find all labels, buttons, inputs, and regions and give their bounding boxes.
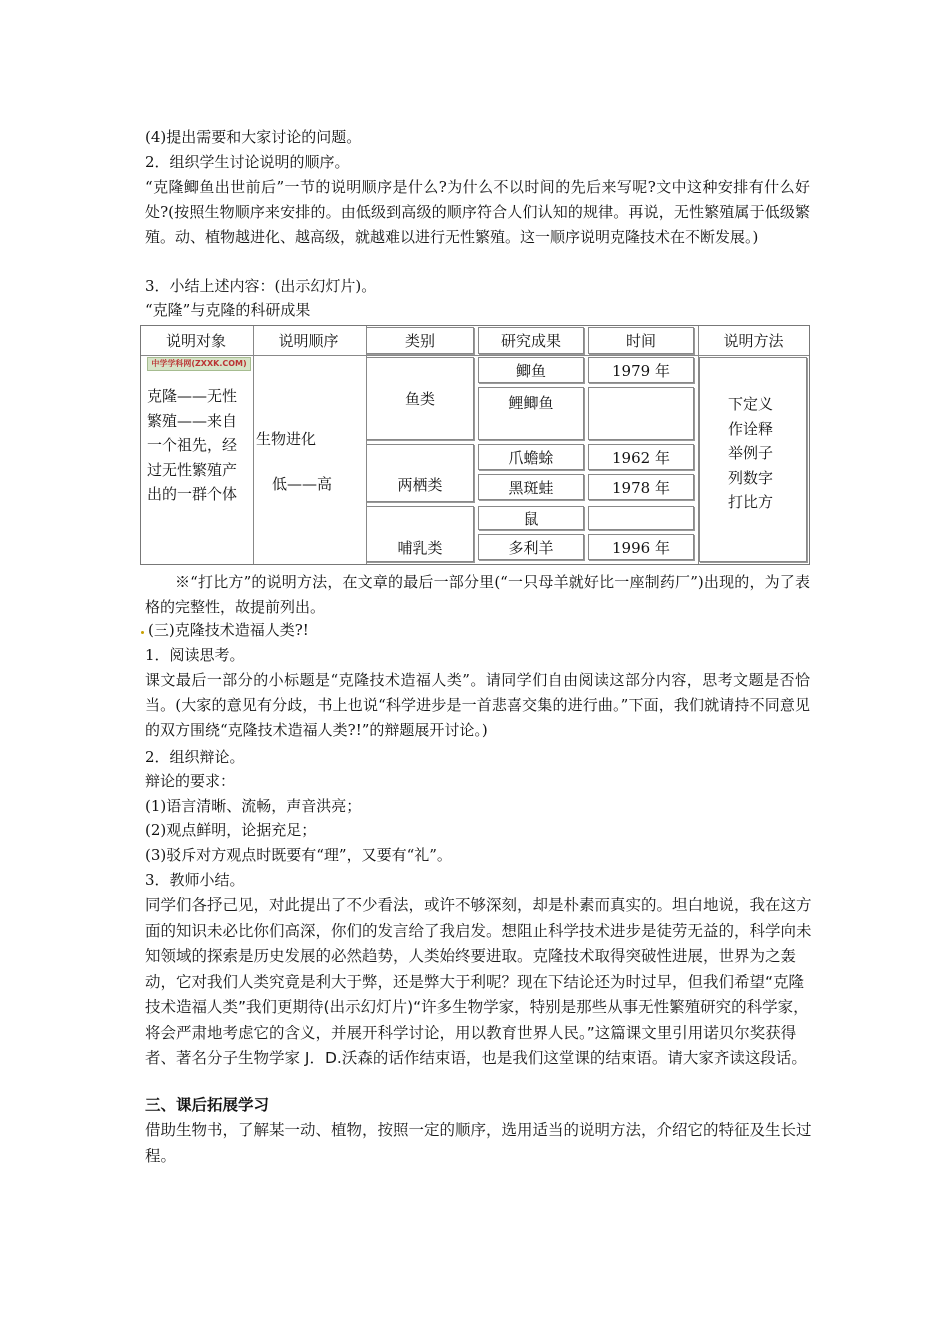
object-description: 克隆——无性 繁殖——来自 一个祖先，经 过无性繁殖产 出的一群个体 xyxy=(147,387,238,503)
time-cell: 1979 年 xyxy=(588,357,694,383)
req-1: (1)语言清晰、流畅，声音洪亮； xyxy=(145,797,362,815)
result-cell: 黑斑蛙 xyxy=(478,474,584,500)
extension-paragraph: 借助生物书，了解某一动、植物，按照一定的顺序，选用适当的说明方法，介绍它的特征及生长过程。 xyxy=(145,1121,812,1165)
result-cell: 鲤鲫鱼 xyxy=(478,387,584,440)
req-3: (3)驳斥对方观点时既要有“理”，又要有“礼”。 xyxy=(145,846,452,864)
method-item: 列数字 xyxy=(728,468,774,487)
method-box xyxy=(699,357,807,562)
header-time: 时间 xyxy=(588,327,694,354)
teacher-summary-paragraph: 同学们各抒己见，对此提出了不少看法，或许不够深刻，却是朴素而真实的。坦白地说，我在这方面的知识未必比你们高深，你们的发言给了我启发。想阻止科学技术进步是徒劳无益的，科学向未知领域的探索是历史发展的必然趋势，人类始终要进取。克隆技术取得突破性进展，世界为之轰动，它对我们人类究竟是利大于弊，还是弊大于利呢？现在下结论还为时过早，但我们希望“克隆技术造福人类”我们更期待(出示幻灯片)“许多生物学家，特别是那些从事无性繁殖研究的科学家，将会严肃地考虑它的含义，并展开科学讨论，用以教育世界人民。”这篇课文里引用诺贝尔奖获得者、著名分子生物学家 J．D.沃森的话作结束语，也是我们这堂课的结束语。请大家齐读这段话。 xyxy=(145,896,812,1067)
read-think-line: 1．阅读思考。 xyxy=(145,646,245,664)
time-cell: 1978 年 xyxy=(588,474,694,500)
step-2-line: 2．组织学生讨论说明的顺序。 xyxy=(145,153,350,171)
req-2: (2)观点鲜明，论据充足； xyxy=(145,821,317,839)
category-fish: 鱼类 xyxy=(366,357,474,440)
method-item: 举例子 xyxy=(728,444,774,462)
method-item: 打比方 xyxy=(728,493,774,511)
table-title: “克隆”与克隆的科研成果 xyxy=(145,301,311,319)
teacher-summary-line: 3．教师小结。 xyxy=(145,871,245,889)
result-cell: 爪蟾蜍 xyxy=(478,444,584,470)
order-low-high: 低——高 xyxy=(272,475,333,493)
result-cell: 鼠 xyxy=(478,506,584,530)
category-amphibian: 两栖类 xyxy=(366,444,474,502)
header-method: 说明方法 xyxy=(723,331,784,350)
result-cell: 鲫鱼 xyxy=(478,357,584,383)
category-mammal: 哺乳类 xyxy=(366,506,474,562)
time-cell xyxy=(588,387,694,440)
zxxk-logo: 中学学科网(ZXXK.COM) xyxy=(147,357,251,371)
header-object: 说明对象 xyxy=(165,331,226,350)
header-result: 研究成果 xyxy=(478,327,584,354)
header-category: 类别 xyxy=(366,327,474,354)
time-cell xyxy=(588,506,694,530)
header-order: 说明顺序 xyxy=(278,331,339,350)
method-item: 作诠释 xyxy=(728,419,774,438)
debate-line: 2．组织辩论。 xyxy=(145,748,245,766)
time-cell: 1962 年 xyxy=(588,444,694,470)
step-3-line: 3．小结上述内容：(出示幻灯片)。 xyxy=(145,277,377,295)
method-item: 下定义 xyxy=(728,395,774,413)
section-3-title: (三)克隆技术造福人类?! xyxy=(148,621,309,639)
bullet-dot xyxy=(141,631,144,634)
order-evolution: 生物进化 xyxy=(256,430,317,448)
time-cell: 1996 年 xyxy=(588,534,694,560)
order-discussion-paragraph: “克隆鲫鱼出世前后”一节的说明顺序是什么?为什么不以时间的先后来写呢?文中这种安排有什么好处?(按照生物顺序来安排的。由低级到高级的顺序符合人们认知的规律。再说，无性繁殖属于低级繁殖。动、植物越进化、越高级，就越难以进行无性繁殖。这一顺序说明克隆技术在不断发展。) xyxy=(145,178,810,246)
section-3-heading: 三、课后拓展学习 xyxy=(145,1096,270,1114)
reading-paragraph: 课文最后一部分的小标题是“克隆技术造福人类”。请同学们自由阅读这部分内容，思考文题是否恰当。(大家的意见有分歧，书上也说“科学进步是一首悲喜交集的进行曲。”下面，我们就请持不同意见的双方围绕“克隆技术造福人类?!”的辩题展开讨论。) xyxy=(145,671,810,739)
item-4-line: (4)提出需要和大家讨论的问题。 xyxy=(145,128,362,146)
note-paragraph: ※“打比方”的说明方法，在文章的最后一部分里(“一只母羊就好比一座制药厂”)出现的，为了表格的完整性，故提前列出。 xyxy=(145,573,810,616)
result-cell: 多利羊 xyxy=(478,534,584,560)
debate-req-line: 辩论的要求： xyxy=(145,772,236,790)
